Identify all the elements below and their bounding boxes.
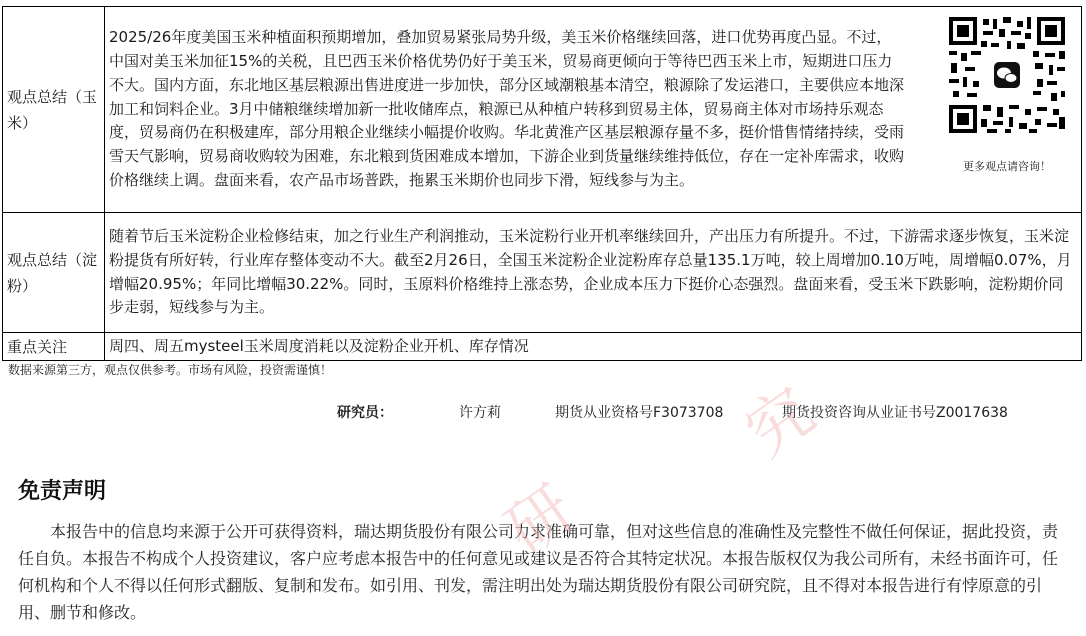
table-row-focus bbox=[3, 333, 1082, 361]
row-label-corn: 观点总结（玉米） bbox=[3, 7, 105, 213]
analyst-role-label: 研究员： bbox=[337, 405, 393, 421]
corn-commentary-text: 2025/26年度美国玉米种植面积预期增加，叠加贸易紧张局势升级，美玉米价格继续回落，进口优势再度凸显。不过，中国对美玉米加征15%的关税，且巴西玉米价格优势仍好于美玉米，贸易商更倾向于等待巴西玉米上市，短期进口压力不大。国内方面，东北地区基层粮源出售进度进一步加快，部分区域潮粮基本清空，粮源除了发运港口，主要供应本地深加工和饲料企业。3月中储粮继续增加新一批收储库点，粮源已从种植户转移到贸易主体，贸易商主体对市场持乐观态度，贸易商仍在积极建库，部分用粮企业继续小幅提价收购。华北黄淮产区基层粮源存量不多，挺价惜售情绪持续，受雨雪天气影响，贸易商收购较为困难，东北粮到货困难成本增加，下游企业到货量继续维持低位，存在一定补库需求，收购价格继续上调。盘面来看，农产品市场普跌，拖累玉米期价也同步下滑，短线参与为主。 bbox=[109, 28, 905, 189]
risk-note: 数据来源第三方，观点仅供参考。市场有风险，投资需谨慎！ bbox=[8, 363, 333, 377]
row-label-focus: 重点关注 bbox=[3, 333, 105, 361]
qr-block bbox=[947, 15, 1067, 179]
row-label-starch: 观点总结（淀粉） bbox=[3, 213, 105, 333]
table-row-corn bbox=[3, 7, 1082, 213]
analyst-name: 许方莉 bbox=[459, 405, 501, 421]
row-content-corn bbox=[105, 7, 1082, 213]
disclaimer-title: 免责声明 bbox=[18, 479, 107, 504]
disclaimer-body: 本报告中的信息均来源于公开可获得资料，瑞达期货股份有限公司力求准确可靠，但对这些信息的准确性及完整性不做任何保证，据此投资，责任自负。本报告不构成个人投资建议，客户应考虑本报告中的任何意见或建议是否符合其特定状况。本报告版权仅为我公司所有，未经书面许可，任何机构和个人不得以任何形式翻版、复制和发布。如引用、刊发，需注明出处为瑞达期货股份有限公司研究院，且不得对本报告进行有悖原意的引用、删节和修改。 bbox=[18, 522, 1059, 622]
watermark-char: 究 bbox=[733, 374, 828, 472]
table-row-starch bbox=[3, 213, 1082, 333]
commentary-table bbox=[2, 6, 1082, 361]
row-content-starch: 随着节后玉米淀粉企业检修结束，加之行业生产利润推动，玉米淀粉行业开机率继续回升，产出压力有所提升。不过，下游需求逐步恢复，玉米淀粉提货有所好转，行业库存整体变动不大。截至2月26日，全国玉米淀粉企业淀粉库存总量135.1万吨，较上周增加0.10万吨，周增幅0.07%，月增幅20.95%；年同比增幅30.22%。同时，玉原料价格维持上涨态势，企业成本压力下挺价心态强烈。盘面来看，受玉米下跌影响，淀粉期价同步走弱，短线参与为主。 bbox=[105, 213, 1082, 333]
qr-caption: 更多观点请咨询！ bbox=[963, 159, 1051, 173]
qr-code-icon bbox=[947, 15, 1067, 135]
row-content-focus: 周四、周五mysteel玉米周度消耗以及淀粉企业开机、库存情况 bbox=[105, 333, 1082, 361]
analyst-consult-qualification: 期货投资咨询从业证书号Z0017638 bbox=[782, 405, 1008, 421]
analyst-futures-qualification: 期货从业资格号F3073708 bbox=[555, 405, 724, 421]
watermark-char: 研 bbox=[493, 472, 588, 570]
